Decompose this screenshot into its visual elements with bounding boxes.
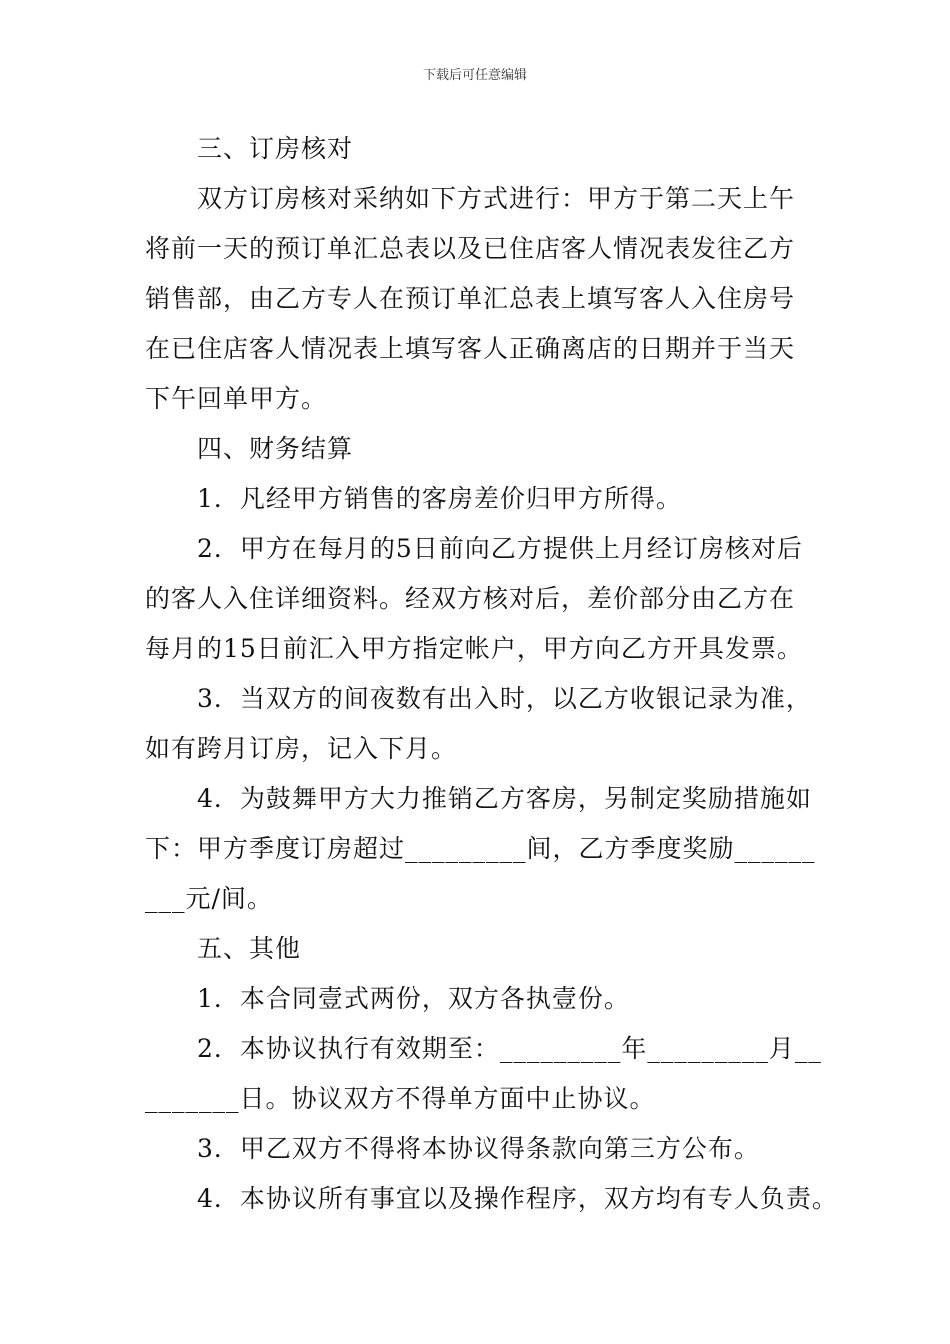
paragraph-line: 3．当双方的间夜数有出入时，以乙方收银记录为准， bbox=[197, 684, 812, 713]
section-heading-booking-check: 三、订房核对 bbox=[197, 134, 354, 163]
paragraph-line: 3．甲乙双方不得将本协议得条款向第三方公布。 bbox=[197, 1134, 760, 1163]
paragraph-line: 4．为鼓舞甲方大力推销乙方客房，另制定奖励措施如 bbox=[197, 784, 812, 813]
paragraph-line: 的客人入住详细资料。经双方核对后，差价部分由乙方在 bbox=[145, 584, 796, 613]
paragraph-line: 2．本协议执行有效期至：_________年_________月__ bbox=[197, 1034, 822, 1063]
paragraph-line: 2．甲方在每月的5日前向乙方提供上月经订房核对后 bbox=[197, 534, 803, 563]
paragraph-line: 1．本合同壹式两份，双方各执壹份。 bbox=[197, 984, 630, 1013]
paragraph-line: 双方订房核对采纳如下方式进行：甲方于第二天上午 bbox=[197, 184, 796, 213]
paragraph-line: 每月的15日前汇入甲方指定帐户，甲方向乙方开具发票。 bbox=[145, 634, 803, 663]
section-heading-finance: 四、财务结算 bbox=[197, 434, 354, 463]
paragraph-line: 在已住店客人情况表上填写客人正确离店的日期并于当天 bbox=[145, 334, 796, 363]
paragraph-line: 1．凡经甲方销售的客房差价归甲方所得。 bbox=[197, 484, 682, 513]
paragraph-line: 下：甲方季度订房超过_________间，乙方季度奖励______ bbox=[145, 834, 816, 863]
paragraph-line: 销售部，由乙方专人在预订单汇总表上填写客人入住房号 bbox=[145, 284, 796, 313]
paragraph-line: 下午回单甲方。 bbox=[145, 384, 328, 413]
paragraph-line: _______日。协议双方不得单方面中止协议。 bbox=[145, 1084, 656, 1113]
paragraph-line: 如有跨月订房，记入下月。 bbox=[145, 734, 458, 763]
paragraph-line: 4．本协议所有事宜以及操作程序，双方均有专人负责。 bbox=[197, 1184, 838, 1213]
section-heading-other: 五、其他 bbox=[197, 934, 302, 963]
page-header: 下载后可任意编辑 bbox=[422, 68, 527, 83]
paragraph-line: 将前一天的预订单汇总表以及已住店客人情况表发往乙方 bbox=[145, 234, 796, 263]
paragraph-line: ___元/间。 bbox=[145, 884, 273, 913]
